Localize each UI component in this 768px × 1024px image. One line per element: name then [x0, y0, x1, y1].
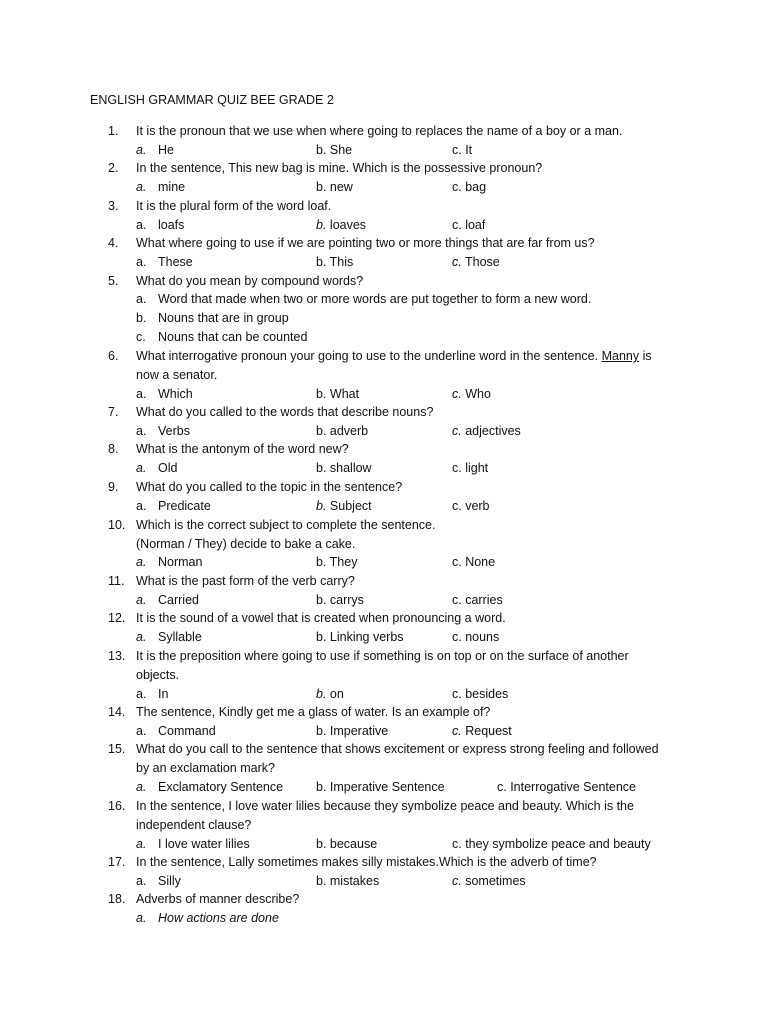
question-text: In the sentence, Lally sometimes makes silly mistakes.Which is the adverb of time? [136, 855, 597, 869]
question-text: It is the preposition where going to use if something is on top or on the surface of another [136, 649, 629, 663]
option-letter: a. [136, 218, 147, 232]
option-letter: a. [136, 461, 147, 475]
option-c: c. adjectives [452, 424, 521, 438]
option-letter: a. [136, 424, 147, 438]
question-text-cont: now a senator. [136, 368, 218, 382]
question-number: 18. [108, 892, 126, 906]
option-a: Predicate [158, 499, 211, 513]
question-text: It is the plural form of the word loaf. [136, 199, 332, 213]
option-letter: a. [136, 180, 147, 194]
option-letter: a. [136, 499, 147, 513]
option-b: b. This [316, 255, 354, 269]
option-c: c. loaf [452, 218, 486, 232]
question-number: 6. [108, 349, 119, 363]
question-text: The sentence, Kindly get me a glass of water. Is an example of? [136, 705, 491, 719]
option-b: b. She [316, 143, 353, 157]
option-letter: a. [136, 387, 147, 401]
option-b: b. They [316, 555, 358, 569]
question-text: What do you mean by compound words? [136, 274, 364, 288]
question-text: What interrogative pronoun your going to use to the underline word in the sentence. Manny is [136, 349, 652, 363]
option-b: b. on [316, 687, 344, 701]
option-letter: a. [136, 255, 147, 269]
option-c: c. sometimes [452, 874, 526, 888]
question-text: What do you called to the topic in the sentence? [136, 480, 403, 494]
question-number: 11. [108, 574, 125, 588]
question-text: It is the sound of a vowel that is created when pronouncing a word. [136, 611, 506, 625]
option-a: I love water lilies [158, 837, 250, 851]
question-text: It is the pronoun that we use when where going to replaces the name of a boy or a man. [136, 124, 623, 138]
option-c: c. Who [452, 387, 491, 401]
option-letter: a. [136, 292, 147, 306]
question-number: 7. [108, 405, 119, 419]
question-text: In the sentence, This new bag is mine. Which is the possessive pronoun? [136, 161, 543, 175]
option-c: c. None [452, 555, 496, 569]
option-c: c. light [452, 461, 489, 475]
option-c: c. Request [452, 724, 512, 738]
option-b: b. adverb [316, 424, 369, 438]
option-b: b. Imperative Sentence [316, 780, 445, 794]
option-a: These [158, 255, 193, 269]
question-number: 16. [108, 799, 126, 813]
option-letter: a. [136, 687, 147, 701]
option-a: mine [158, 180, 186, 194]
option-a: Norman [158, 555, 203, 569]
question-number: 10. [108, 518, 126, 532]
question-number: 12. [108, 611, 126, 625]
option-a: How actions are done [158, 911, 279, 925]
question-number: 5. [108, 274, 119, 288]
option-b: b. Linking verbs [316, 630, 404, 644]
option-c: c. carries [452, 593, 503, 607]
question-text: What do you called to the words that describe nouns? [136, 405, 434, 419]
question-number: 1. [108, 124, 119, 138]
question-number: 8. [108, 442, 119, 456]
question-number: 4. [108, 236, 119, 250]
option-c: c. they symbolize peace and beauty [452, 837, 651, 851]
question-text: Adverbs of manner describe? [136, 892, 300, 906]
question-text: What is the past form of the verb carry? [136, 574, 355, 588]
option-c: c. Those [452, 255, 500, 269]
question-number: 9. [108, 480, 119, 494]
option-c: c. verb [452, 499, 490, 513]
option-b: Nouns that are in group [158, 311, 289, 325]
question-number: 14. [108, 705, 126, 719]
option-b: b. because [316, 837, 378, 851]
question-text: Which is the correct subject to complete the sentence. [136, 518, 436, 532]
option-b: b. What [316, 387, 360, 401]
option-letter: a. [136, 143, 147, 157]
option-c: Nouns that can be counted [158, 330, 308, 344]
question-number: 13. [108, 649, 126, 663]
option-a: Old [158, 461, 178, 475]
option-a: Which [158, 387, 193, 401]
option-b: b. mistakes [316, 874, 380, 888]
option-a: Command [158, 724, 216, 738]
option-b: b. Imperative [316, 724, 389, 738]
option-letter: a. [136, 630, 147, 644]
question-number: 15. [108, 742, 126, 756]
option-letter: a. [136, 780, 147, 794]
question-number: 3. [108, 199, 119, 213]
option-letter: a. [136, 593, 147, 607]
underlined-word: Manny [601, 349, 640, 363]
question-number: 17. [108, 855, 126, 869]
option-a: Carried [158, 593, 199, 607]
option-c: c. besides [452, 687, 509, 701]
question-text-cont: objects. [136, 668, 180, 682]
option-b: b. loaves [316, 218, 367, 232]
option-b: b. shallow [316, 461, 372, 475]
question-text: What do you call to the sentence that shows excitement or express strong feeling and followed [136, 742, 659, 756]
option-a: In [158, 687, 169, 701]
option-b: b. Subject [316, 499, 372, 513]
option-c: c. bag [452, 180, 487, 194]
quiz-title: ENGLISH GRAMMAR QUIZ BEE GRADE 2 [90, 93, 334, 107]
option-letter: a. [136, 874, 147, 888]
option-a: loafs [158, 218, 185, 232]
option-a: Word that made when two or more words are put together to form a new word. [158, 292, 592, 306]
option-letter: a. [136, 837, 147, 851]
option-c: c. Interrogative Sentence [497, 780, 636, 794]
question-number: 2. [108, 161, 119, 175]
option-letter: b. [136, 311, 147, 325]
option-c: c. nouns [452, 630, 500, 644]
option-a: Verbs [158, 424, 190, 438]
option-b: b. carrys [316, 593, 364, 607]
option-letter: a. [136, 555, 147, 569]
question-text: In the sentence, I love water lilies because they symbolize peace and beauty. Which is the [136, 799, 634, 813]
option-a: He [158, 143, 174, 157]
option-b: b. new [316, 180, 353, 194]
option-c: c. It [452, 143, 473, 157]
question-text-cont: (Norman / They) decide to bake a cake. [136, 537, 356, 551]
question-text: What is the antonym of the word new? [136, 442, 349, 456]
question-text: What where going to use if we are pointing two or more things that are far from us? [136, 236, 595, 250]
option-a: Syllable [158, 630, 202, 644]
option-letter: a. [136, 724, 147, 738]
option-letter: c. [136, 330, 146, 344]
option-a: Silly [158, 874, 181, 888]
question-text-cont: independent clause? [136, 818, 252, 832]
option-letter: a. [136, 911, 147, 925]
option-a: Exclamatory Sentence [158, 780, 284, 794]
question-text-cont: by an exclamation mark? [136, 761, 275, 775]
